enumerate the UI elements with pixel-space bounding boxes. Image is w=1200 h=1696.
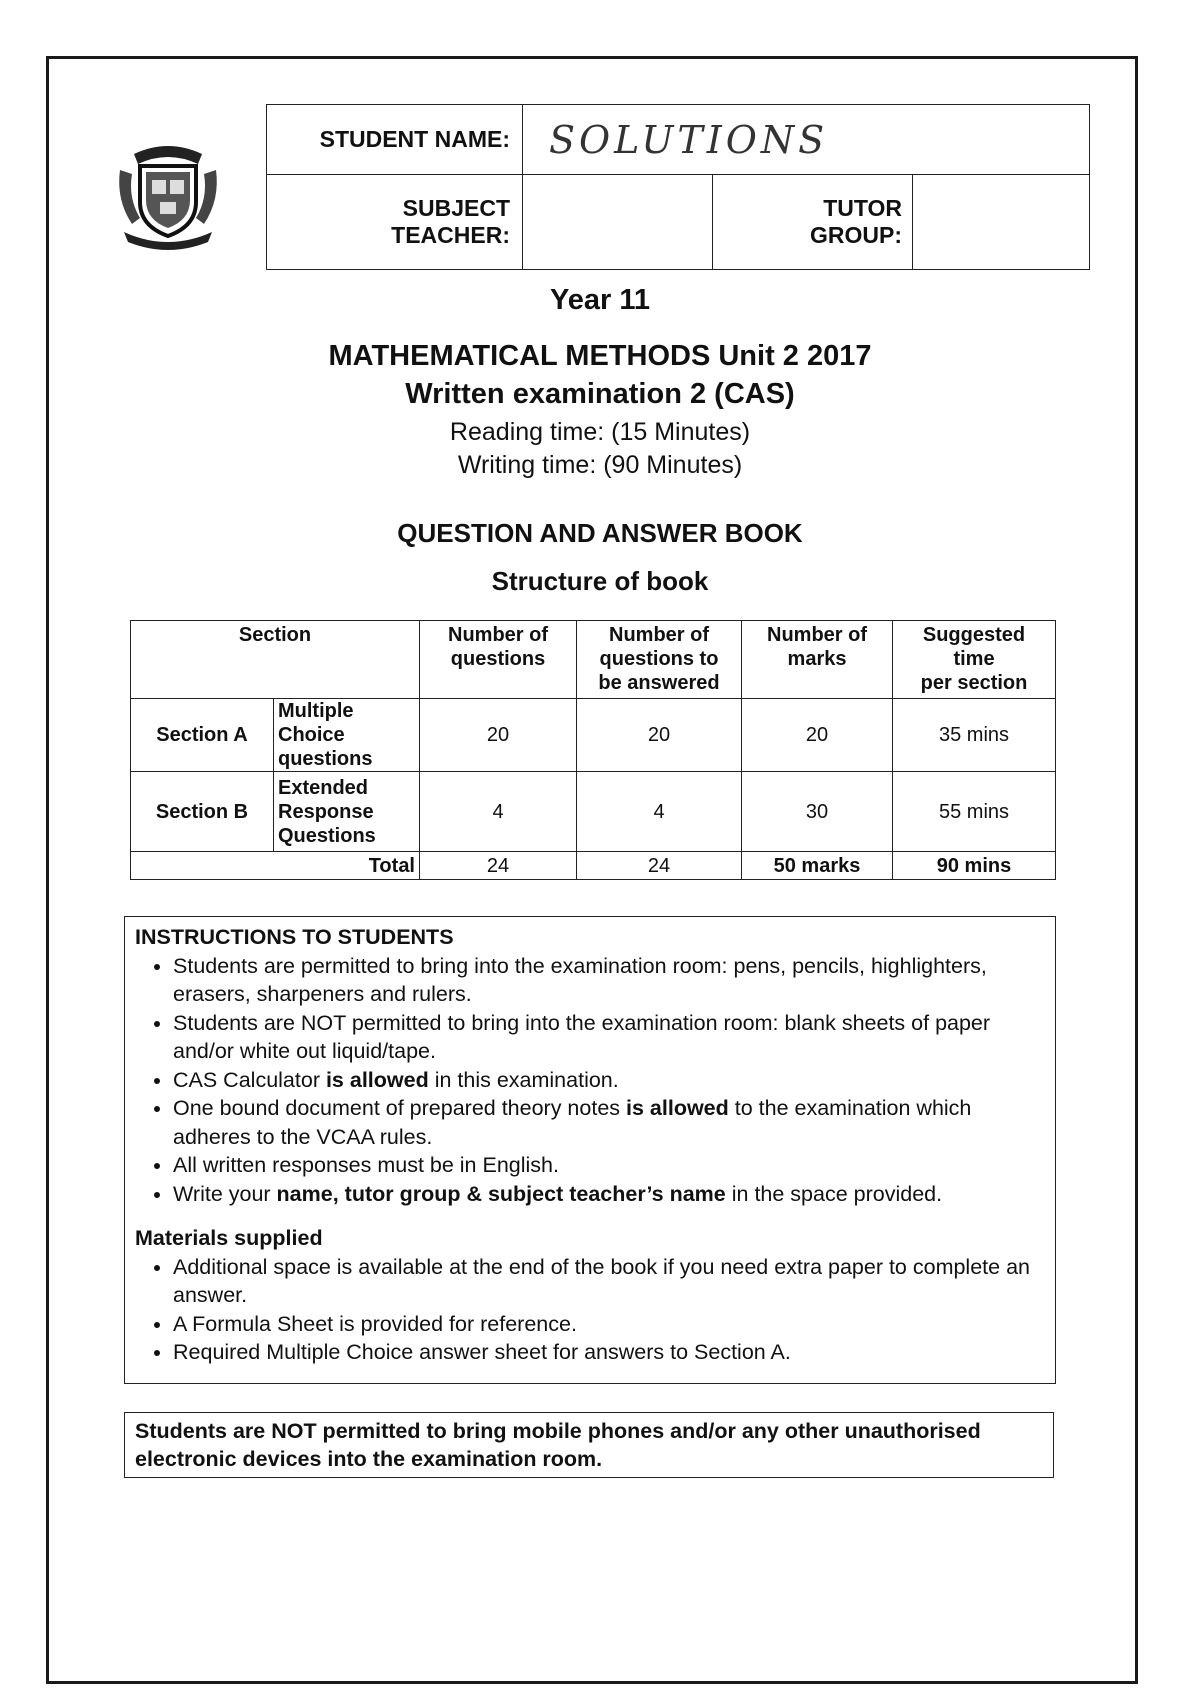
row-a-marks: 20 (742, 699, 893, 772)
material-item: • A Formula Sheet is provided for reference. (173, 1310, 1045, 1339)
row-a-time: 35 mins (893, 699, 1056, 772)
header-time: Suggested time per section (893, 621, 1056, 699)
instruction-text: in the space provided. (725, 1181, 943, 1206)
total-label: Total (131, 852, 420, 880)
instruction-text: is allowed (325, 1067, 429, 1092)
subject-teacher-field[interactable] (523, 175, 713, 269)
row-b-desc: Extended Response Questions (274, 772, 420, 852)
instruction-item (173, 1151, 1045, 1180)
instruction-text: All written responses must be in English. (173, 1153, 559, 1177)
reading-time: Reading time: (15 Minutes) (449, 418, 751, 446)
instruction-item (173, 952, 1045, 1009)
header-questions: Number of questions (420, 621, 577, 699)
instruction-text: to the examination which adheres to the VCAA rules. (173, 1096, 972, 1149)
row-b-time: 55 mins (893, 772, 1056, 852)
row-b-answered: 4 (577, 772, 742, 852)
instruction-text: name, tutor group & subject teacher’s name (276, 1181, 726, 1206)
instruction-text: One bound document of prepared theory notes (173, 1096, 627, 1120)
table-header-row (131, 621, 1056, 699)
year-heading: Year 11 (550, 284, 650, 316)
structure-title: Structure of book (491, 566, 709, 596)
total-questions: 24 (420, 852, 577, 880)
table-row (131, 699, 1056, 772)
tutor-group-label: TUTOR GROUP: (713, 175, 913, 269)
row-a-desc: Multiple Choice questions (274, 699, 420, 772)
instruction-item (173, 1066, 1045, 1095)
student-name-field[interactable]: SOLUTIONS (523, 105, 1089, 175)
total-marks: 50 marks (742, 852, 893, 880)
row-b-section: Section B (131, 772, 274, 852)
student-info-box (266, 104, 1090, 270)
instruction-text: Students are permitted to bring into the examination room: pens, pencils, highlighters, erasers, sharpeners and rulers. (173, 953, 987, 1006)
instruction-item (173, 1009, 1045, 1066)
instruction-text: in this examination. (428, 1067, 619, 1092)
total-time: 90 mins (893, 852, 1056, 880)
exam-title: MATHEMATICAL METHODS Unit 2 2017 (328, 340, 872, 372)
instruction-text: Students are NOT permitted to bring into the examination room: blank sheets of paper and/or white out liquid/tape. (173, 1010, 991, 1063)
row-a-questions: 20 (420, 699, 577, 772)
exam-subtitle: Written examination 2 (CAS) (405, 378, 795, 410)
tutor-group-field[interactable] (913, 175, 1089, 269)
subject-teacher-label: SUBJECT TEACHER: (267, 175, 523, 269)
row-b-marks: 30 (742, 772, 893, 852)
table-row (131, 772, 1056, 852)
book-title: QUESTION AND ANSWER BOOK (397, 518, 803, 548)
writing-time: Writing time: (90 Minutes) (457, 451, 743, 479)
instruction-text: CAS Calculator (173, 1067, 326, 1092)
material-item: • Required Multiple Choice answer sheet for answers to Section A. (173, 1338, 1045, 1367)
instructions-heading: INSTRUCTIONS TO STUDENTS (135, 925, 454, 949)
instruction-text: is allowed (626, 1096, 729, 1120)
row-a-answered: 20 (577, 699, 742, 772)
header-section: Section (131, 621, 420, 699)
header-marks: Number of marks (742, 621, 893, 699)
instructions-box (124, 916, 1056, 1384)
instruction-text: Write your (173, 1181, 277, 1206)
student-name-label: STUDENT NAME: (267, 105, 523, 175)
instruction-item (173, 1180, 1045, 1209)
structure-table (130, 620, 1056, 880)
warning-box: Students are NOT permitted to bring mobile phones and/or any other unauthorised electronic devices into the examination room. (124, 1412, 1054, 1478)
row-b-questions: 4 (420, 772, 577, 852)
material-item: • Additional space is available at the end of the book if you need extra paper to complete an answer. (173, 1253, 1045, 1310)
header-answered: Number of questions to be answered (577, 621, 742, 699)
school-crest-icon (116, 140, 220, 250)
materials-heading: Materials supplied (135, 1226, 323, 1250)
instruction-item (173, 1094, 1045, 1151)
materials-list (135, 1253, 1045, 1367)
total-answered: 24 (577, 852, 742, 880)
instructions-list (135, 952, 1045, 1209)
row-a-section: Section A (131, 699, 274, 772)
table-total-row (131, 852, 1056, 880)
